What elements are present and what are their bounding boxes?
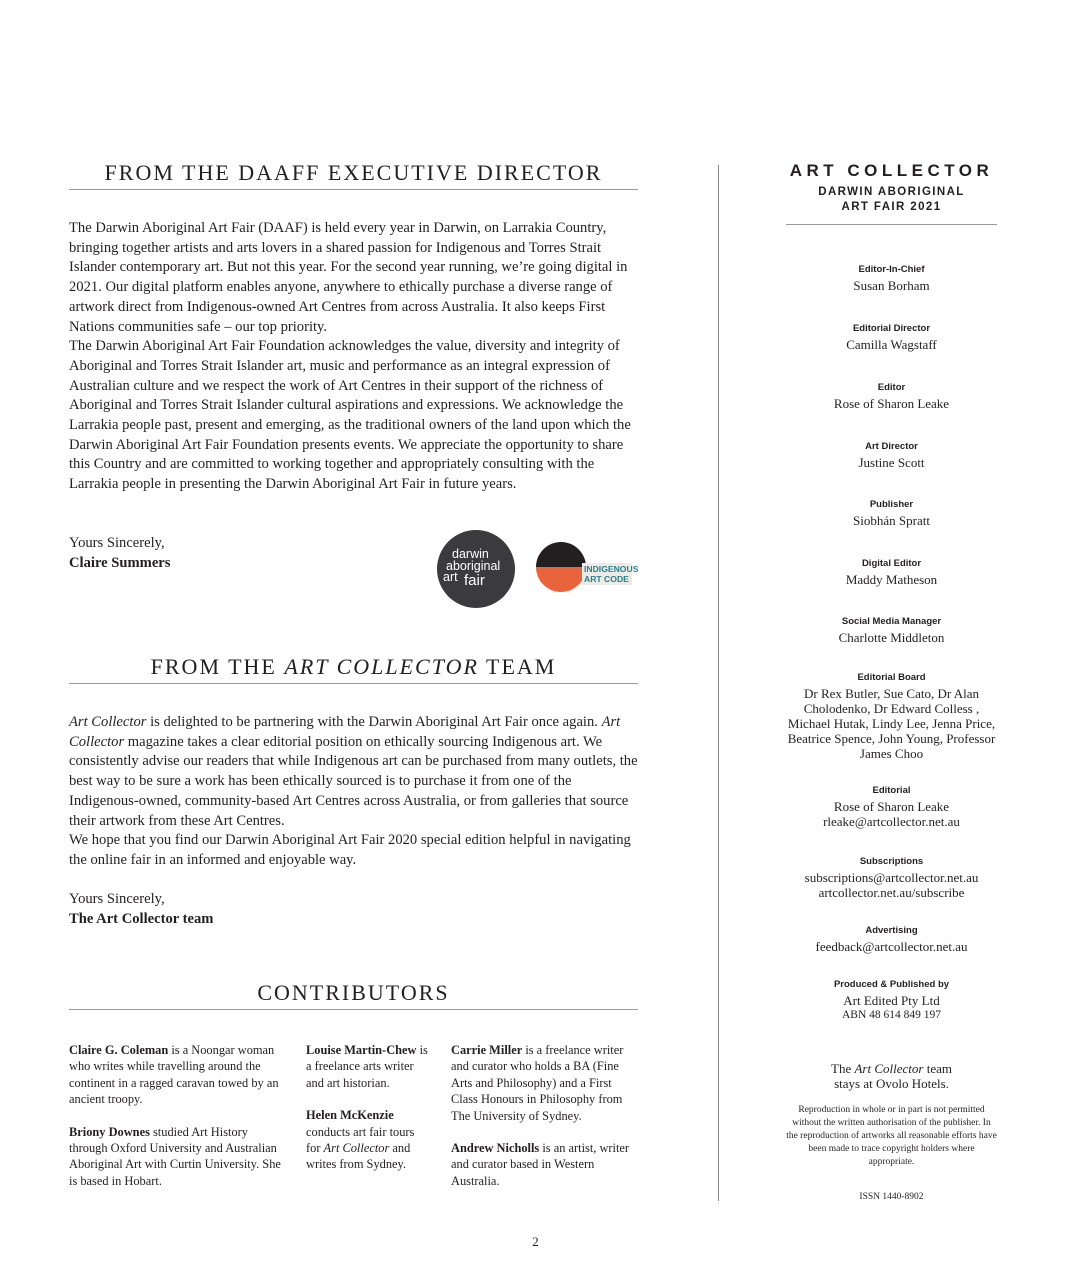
team-para-1-b: magazine takes a clear editorial position on ethically sourcing Indigenous art. We consistently advise our readers that while Indigenous art can be purchased from many outlets, the best way to be sure a work has been ethically sourced is to purchase it from one of the Indigenous-owned, community-based Art Centres across Australia, or from galleries that source their artwork from these Art Centres. (69, 733, 638, 829)
team-para-2: We hope that you find our Darwin Aboriginal Art Fair 2020 special edition helpful in navigating the online fair in an informed and enjoyable way. (69, 832, 631, 868)
contributor-name: Helen McKenzie (306, 1108, 394, 1123)
subscriptions-email: subscriptions@artcollector.net.au (804, 870, 979, 885)
subscriptions-url: artcollector.net.au/subscribe (818, 885, 965, 900)
team-para-1-a: is delighted to be partnering with the Darwin Aboriginal Art Fair once again. (146, 714, 602, 730)
masthead-rule (786, 224, 997, 225)
ovolo-text-em: Art Collector (854, 1061, 924, 1076)
contributor-bio: and writes from Sydney. (306, 1141, 411, 1172)
ovolo-line-1 (786, 1061, 997, 1076)
director-para-1: The Darwin Aboriginal Art Fair (DAAF) is held every year in Darwin, on Larrakia Country, bringing together artists and arts lovers in a shared passion for Indigenous and Torres Strait Islander contemporary art. But not this year. For the second year running, we’re going digital in 2021. Our digital platform enables anyone, anywhere to ethically purchase a diverse range of artwork direct from Indigenous-owned Art Centres from across Australia. It also keeps First Nations communities safe – our top priority. (69, 220, 628, 335)
director-signature (69, 534, 170, 573)
team-heading-post: TEAM (478, 654, 557, 679)
contributor-name: Andrew Nicholls (451, 1141, 540, 1156)
column-divider (718, 165, 719, 1201)
role-label: Subscriptions (859, 856, 924, 867)
contributor-bio-em: Art Collector (323, 1141, 390, 1156)
team-letter (69, 713, 638, 871)
contributor-name: Claire G. Coleman (69, 1043, 169, 1057)
produced-abn: ABN 48 614 849 197 (841, 1009, 942, 1021)
masthead-publisher (786, 499, 997, 528)
art-code-text (584, 564, 638, 584)
role-label: Editorial (872, 785, 911, 796)
team-heading (69, 654, 638, 684)
contributor-bio: is a freelance arts writer and art historian. (306, 1043, 428, 1090)
role-label: Social Media Manager (841, 616, 942, 627)
contributor-bio: is a freelance writer and curator who holds a BA (Fine Arts and Philosophy) and a First Class Honours in Philosophy from The University of Sydney. (451, 1043, 624, 1123)
team-para-1-em2: Art Collector (69, 714, 621, 750)
contributors-col-3 (451, 1042, 639, 1205)
produced-company: Art Edited Pty Ltd (843, 993, 940, 1008)
role-label: Editorial Director (852, 323, 931, 334)
role-value: Dr Rex Butler, Sue Cato, Dr Alan Cholodenko, Dr Edward Colless , Michael Hutak, Lindy Lee, Jenna Price, Beatrice Spence, John Young, Professor James Choo (787, 686, 996, 761)
role-value: Siobhán Spratt (853, 513, 930, 528)
daaf-logo-line2: aboriginal (446, 559, 501, 573)
team-signer: The Art Collector team (69, 910, 214, 927)
role-label: Digital Editor (861, 558, 922, 569)
masthead-ovolo-note (786, 1059, 997, 1091)
masthead-editorial-director (786, 323, 997, 352)
issn: ISSN 1440-8902 (859, 1192, 924, 1202)
masthead-subtitle-line1: DARWIN ABORIGINAL (818, 186, 965, 198)
director-signoff: Yours Sincerely, (69, 535, 165, 551)
contributor-helen (306, 1107, 431, 1173)
contributor-bio: conducts art fair tours for (306, 1124, 415, 1156)
art-code-circle-icon (536, 541, 586, 593)
art-code-line2: ART CODE (584, 574, 629, 584)
contributor-louise (306, 1042, 431, 1091)
masthead-subscriptions (786, 856, 997, 900)
masthead-subtitle (786, 185, 997, 215)
contributor-andrew (451, 1140, 639, 1189)
daaf-logo-line3a: art (443, 570, 458, 584)
director-letter (69, 219, 638, 495)
contributors-col-2 (306, 1042, 431, 1189)
contributor-bio: is an artist, writer and curator based in Western Australia. (451, 1141, 630, 1188)
role-value: Susan Borham (853, 278, 930, 293)
role-label: Editor (877, 382, 906, 393)
contributor-claire (69, 1042, 285, 1108)
contributors-col-1 (69, 1042, 285, 1205)
role-label: Editor-In-Chief (858, 264, 925, 275)
page-number: 2 (532, 1234, 539, 1249)
team-heading-pre: FROM THE (150, 654, 285, 679)
role-value: Maddy Matheson (845, 572, 938, 587)
advertising-email: feedback@artcollector.net.au (815, 939, 968, 954)
contributor-bio: studied Art History through Oxford University and Australian Aboriginal Art with Curtin University. She is based in Hobart. (69, 1124, 281, 1188)
director-para-2: The Darwin Aboriginal Art Fair Foundation acknowledges the value, diversity and integrity of Aboriginal and Torres Strait Islander art, music and performance as an integral expression of Australian culture and we respect the work of Art Centres in their support of the richness of Aboriginal and Torres Strait Islander cultural aspirations and expressions. We acknowledge the Larrakia people past, present and emerging, as the traditional owners of the land upon which the Darwin Aboriginal Art Fair Foundation presents events. We appreciate the opportunity to share this Country and are committed to working together and appropriately consulting with the Larrakia people in presenting the Darwin Aboriginal Art Fair in future years. (69, 338, 631, 493)
masthead-social-media (786, 616, 997, 645)
ovolo-text-b: team (923, 1061, 952, 1076)
daaf-logo (437, 530, 515, 608)
daaf-logo-line3b: fair (464, 572, 485, 589)
role-label: Advertising (865, 925, 918, 936)
role-label: Editorial Board (857, 672, 926, 683)
masthead-produced-by (786, 979, 997, 1023)
role-value: Rose of Sharon Leake (833, 799, 950, 814)
role-value: Justine Scott (858, 455, 925, 470)
reproduction-notice: Reproduction in whole or in part is not permitted without the written authorisation of the publisher. In the reproduction of artworks all reasonable efforts have been made to trace copyright holders where appropriate. (786, 1105, 997, 1167)
team-signature (69, 890, 213, 929)
ovolo-text-a: The (831, 1061, 855, 1076)
role-label: Art Director (865, 441, 918, 452)
team-heading-em: ART COLLECTOR (284, 654, 479, 679)
team-para-1 (69, 713, 638, 831)
daaf-logo-line1: darwin (452, 547, 489, 561)
contributor-carrie (451, 1042, 639, 1124)
contributor-briony (69, 1124, 285, 1190)
masthead-editorial-board (786, 672, 997, 761)
contributors-heading: CONTRIBUTORS (69, 980, 638, 1010)
team-signoff: Yours Sincerely, (69, 891, 165, 907)
contributor-name: Briony Downes (69, 1124, 150, 1139)
masthead-digital-editor (786, 558, 997, 587)
editorial-email: rleake@artcollector.net.au (823, 814, 960, 829)
masthead-editorial (786, 785, 997, 829)
contributor-name: Louise Martin-Chew (306, 1043, 417, 1057)
art-code-line1: INDIGENOUS (584, 564, 639, 574)
director-heading: FROM THE DAAFF EXECUTIVE DIRECTOR (69, 160, 638, 190)
contributor-name: Carrie Miller (451, 1043, 523, 1057)
indigenous-art-code-logo (536, 541, 639, 593)
contributor-bio: is a Noongar woman who writes while travelling around the continent in a ragged caravan towed by an ancient troopy. (69, 1043, 279, 1107)
masthead-advertising (786, 925, 997, 954)
masthead-editor (786, 382, 997, 411)
masthead-editor-in-chief (786, 264, 997, 293)
role-label: Produced & Published by (833, 979, 950, 990)
masthead-title: ART COLLECTOR (789, 161, 994, 180)
masthead-header (786, 160, 997, 225)
role-value: Rose of Sharon Leake (833, 396, 950, 411)
role-label: Publisher (869, 499, 914, 510)
director-signer: Claire Summers (69, 554, 171, 571)
role-value: Camilla Wagstaff (846, 337, 937, 352)
ovolo-line-2: stays at Ovolo Hotels. (834, 1076, 949, 1091)
team-para-1-em: Art Collector (69, 714, 147, 730)
role-value: Charlotte Middleton (838, 630, 945, 645)
masthead-art-director (786, 441, 997, 470)
masthead-subtitle-line2: ART FAIR 2021 (841, 201, 942, 213)
